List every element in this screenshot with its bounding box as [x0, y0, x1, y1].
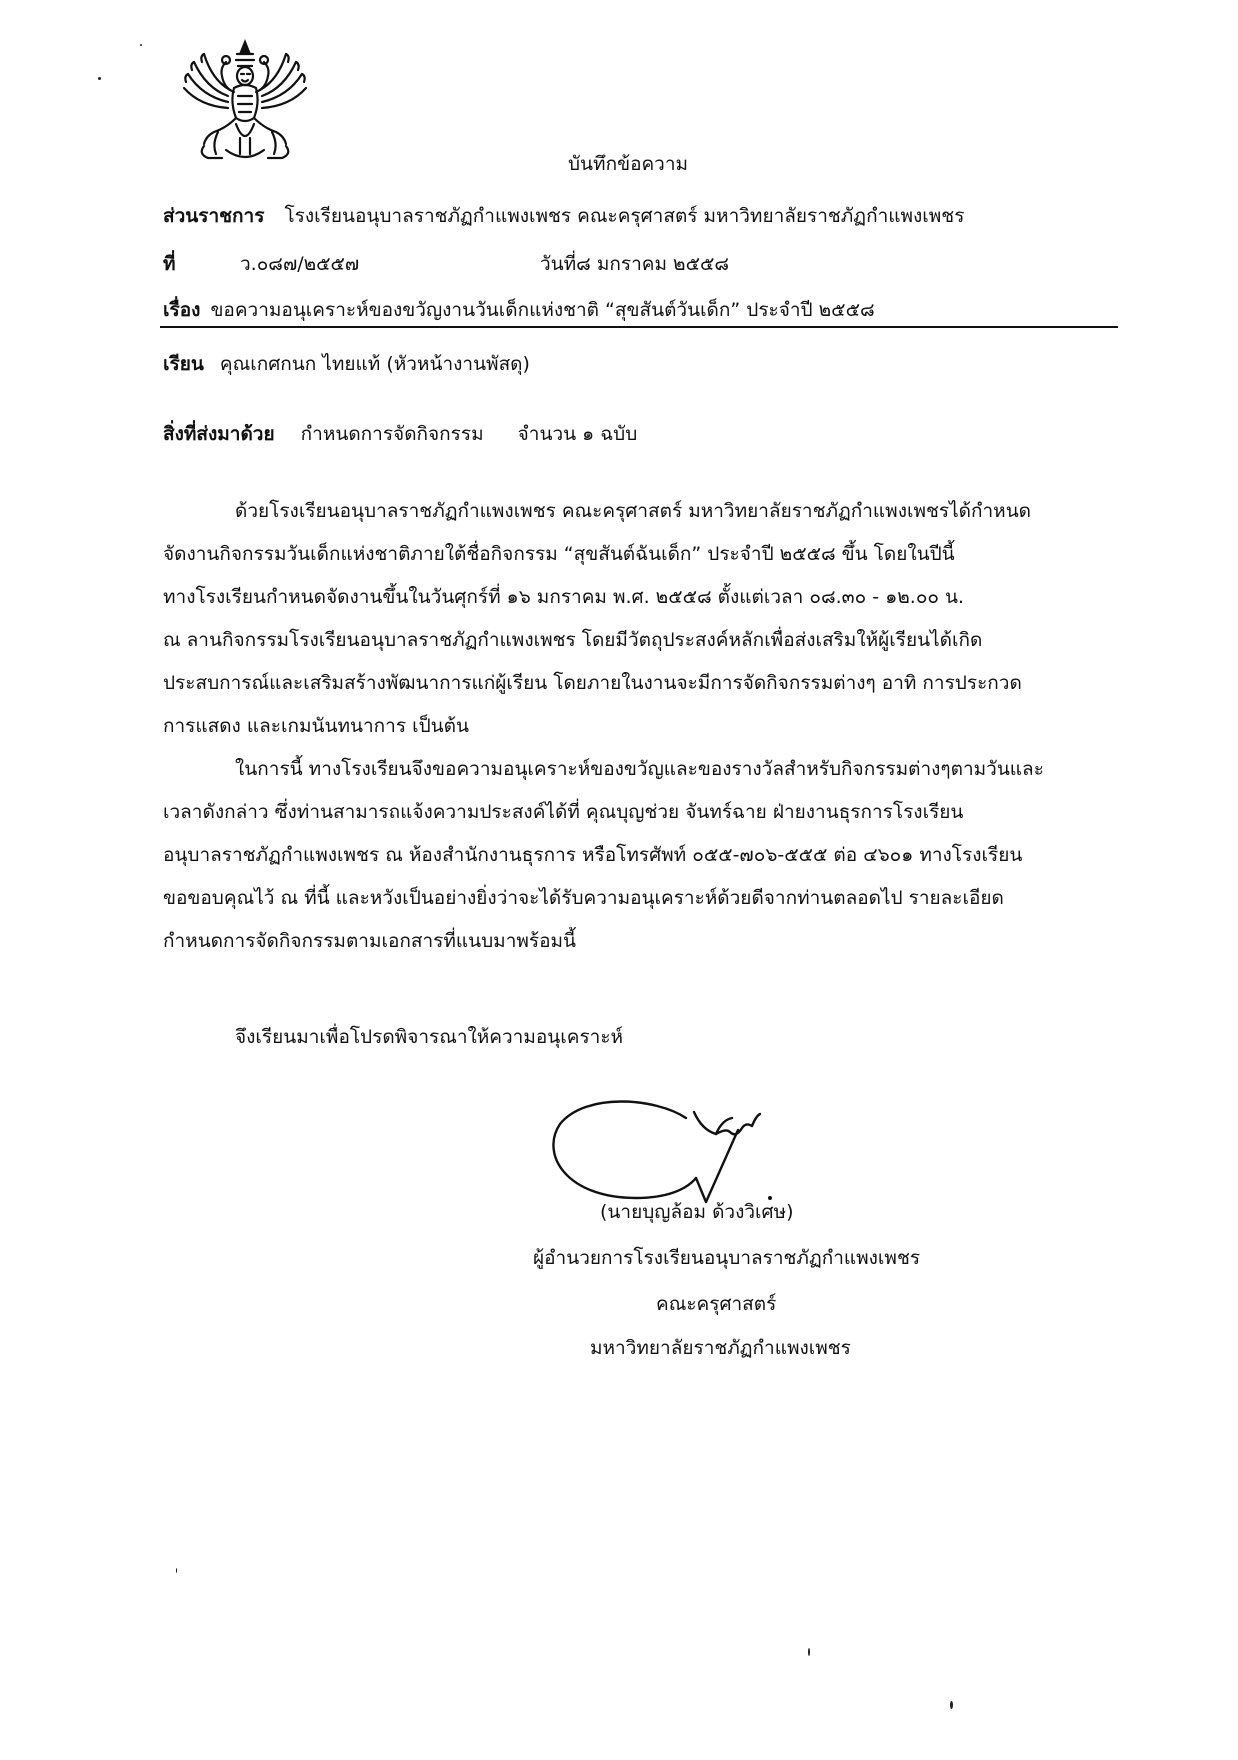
signer-position: ผู้อำนวยการโรงเรียนอนุบาลราชภัฏกำแพงเพชร: [533, 1247, 921, 1269]
agency-label: ส่วนราชการ: [163, 205, 265, 227]
ref-number: ว.๐๘๗/๒๕๕๗: [240, 253, 360, 275]
garuda-emblem-icon: [178, 38, 313, 168]
addressee-label: เรียน: [163, 353, 204, 375]
scan-speck: [140, 44, 142, 46]
addressee-value: คุณเกศกนก ไทยแท้ (หัวหน้างานพัสดุ): [219, 353, 530, 375]
paragraph-line: ทางโรงเรียนกำหนดจัดงานขึ้นในวันศุกร์ที่ ๑๖ มกราคม พ.ศ. ๒๕๕๘ ตั้งแต่เวลา ๐๘.๓๐ - ๑๒.๐๐ น.: [163, 586, 965, 608]
enclosure-label: สิ่งที่ส่งมาด้วย: [163, 423, 275, 445]
paragraph-line: กำหนดการจัดกิจกรรมตามเอกสารที่แนบมาพร้อมนี้: [163, 930, 577, 952]
subject-label: เรื่อง: [163, 299, 201, 321]
paragraph-line: อนุบาลราชภัฏกำแพงเพชร ณ ห้องสำนักงานธุรการ หรือโทรศัพท์ ๐๕๕-๗๐๖-๕๕๕ ต่อ ๔๖๐๑ ทางโรงเรียน: [163, 844, 1023, 866]
paragraph-line: จัดงานกิจกรรมวันเด็กแห่งชาติภายใต้ชื่อกิจกรรม “สุขสันต์ฉันเด็ก” ประจำปี ๒๕๕๘ ขึ้น โดยในปีนี้: [163, 543, 955, 565]
paragraph-line: ในการนี้ ทางโรงเรียนจึงขอความอนุเคราะห์ของขวัญและของรางวัลสำหรับกิจกรรมต่างๆตามวันและ: [235, 758, 1044, 780]
agency-row: [163, 201, 964, 231]
signature-image: [546, 1098, 776, 1210]
enclosure-quantity: จำนวน ๑ ฉบับ: [517, 423, 638, 445]
document-date: วันที่๘ มกราคม ๒๕๕๘: [540, 253, 729, 275]
enclosure-row: [163, 419, 637, 449]
paragraph-line: ด้วยโรงเรียนอนุบาลราชภัฏกำแพงเพชร คณะครุศาสตร์ มหาวิทยาลัยราชภัฏกำแพงเพชรได้กำหนด: [235, 500, 1032, 522]
scan-speck: [950, 1701, 953, 1709]
signer-faculty: คณะครุศาสตร์: [656, 1293, 777, 1315]
scan-speck: [98, 77, 101, 80]
body-paragraph-2: [163, 748, 1105, 963]
scan-speck: [808, 1648, 810, 1656]
header-divider: [160, 326, 1118, 328]
ref-label: ที่: [163, 253, 176, 275]
paragraph-line: การแสดง และเกมนันทนาการ เป็นต้น: [163, 715, 469, 737]
paragraph-line: ขอขอบคุณไว้ ณ ที่นี้ และหวังเป็นอย่างยิ่งว่าจะได้รับความอนุเคราะห์ด้วยดีจากท่านตลอดไป รายละเอียด: [163, 887, 1004, 909]
paragraph-line: ประสบการณ์และเสริมสร้างพัฒนาการแก่ผู้เรียน โดยภายในงานจะมีการจัดกิจกรรมต่างๆ อาทิ การประกวด: [163, 672, 1022, 694]
memo-title: บันทึกข้อความ: [568, 153, 689, 175]
scan-speck: [176, 1568, 177, 1573]
signer-university: มหาวิทยาลัยราชภัฏกำแพงเพชร: [590, 1337, 851, 1359]
signer-name: (นายบุญล้อม ด้วงวิเศษ): [600, 1201, 794, 1223]
closing-line: จึงเรียนมาเพื่อโปรดพิจารณาให้ความอนุเคราะห์: [235, 1026, 624, 1048]
agency-value: โรงเรียนอนุบาลราชภัฏกำแพงเพชร คณะครุศาสตร์ มหาวิทยาลัยราชภัฏกำแพงเพชร: [284, 205, 965, 227]
subject-value: ขอความอนุเคราะห์ของขวัญงานวันเด็กแห่งชาติ “สุขสันต์วันเด็ก” ประจำปี ๒๕๕๘: [210, 299, 875, 321]
subject-row: [163, 295, 875, 325]
paragraph-line: เวลาดังกล่าว ซึ่งท่านสามารถแจ้งความประสงค์ได้ที่ คุณบุญช่วย จันทร์ฉาย ฝ่ายงานธุรการโรงเรียน: [163, 801, 964, 823]
body-paragraph-1: [163, 490, 1105, 748]
paragraph-line: ณ ลานกิจกรรมโรงเรียนอนุบาลราชภัฏกำแพงเพชร โดยมีวัตถุประสงค์หลักเพื่อส่งเสริมให้ผู้เรียนได้เกิด: [163, 629, 983, 651]
addressee-row: [163, 349, 530, 379]
enclosure-item: กำหนดการจัดกิจกรรม: [300, 423, 484, 445]
